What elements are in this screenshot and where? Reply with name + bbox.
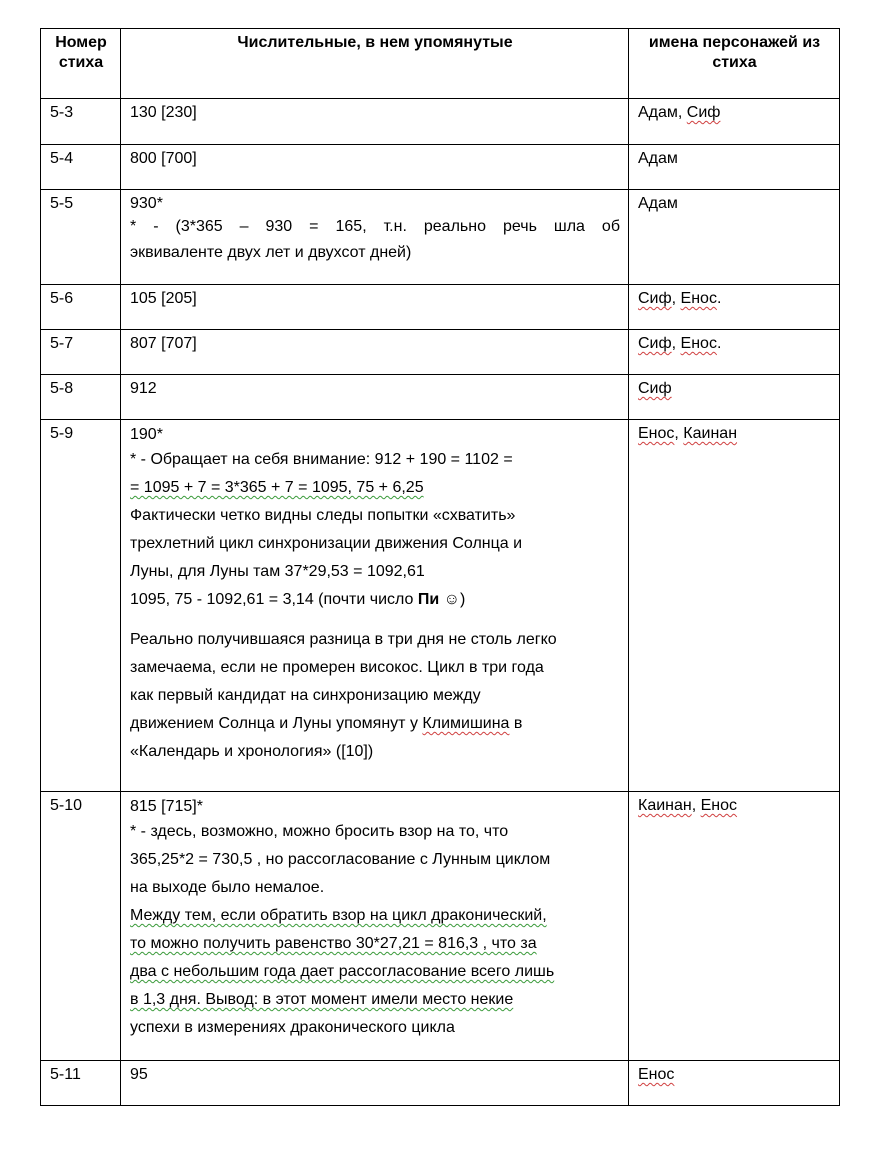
verse-number: 5-10	[41, 792, 121, 1061]
numerals-cell: 930* * - (3*365 – 930 = 165, т.н. реально речь шла об эквиваленте двух лет и двухсот дней)	[121, 190, 629, 285]
names-cell: Сиф, Енос.	[629, 330, 840, 375]
numerals-cell: 807 [707]	[121, 330, 629, 375]
names-cell: Каинан, Енос	[629, 792, 840, 1061]
table-row	[41, 145, 840, 190]
verse-number: 5-7	[41, 330, 121, 375]
table-row	[41, 375, 840, 420]
table-row	[41, 99, 840, 145]
header-numerals: Числительные, в нем упомянутые	[121, 29, 629, 99]
table-row	[41, 792, 840, 1061]
table-row	[41, 190, 840, 285]
numerals-cell: 815 [715]* * - здесь, возможно, можно бросить взор на то, что 365,25*2 = 730,5 , но рассогласование с Лунным циклом на выходе было немалое. Между тем, если обратить взор на цикл драконический, то можно получить равенство 30*27,21 = 816,3 , что за два с небольшим года дает рассогласование всего лишь в 1,3 дня. Вывод: в этот момент имели место некие успехи в измерениях драконического цикла	[121, 792, 629, 1061]
smiley-icon: ☺)	[439, 591, 466, 608]
names-cell: Адам	[629, 190, 840, 285]
table-row	[41, 420, 840, 792]
numerals-cell: 95	[121, 1061, 629, 1106]
verse-number: 5-8	[41, 375, 121, 420]
names-cell: Енос	[629, 1061, 840, 1106]
header-character-names: имена персонажей из стиха	[629, 29, 840, 99]
verse-number: 5-4	[41, 145, 121, 190]
names-cell: Адам, Сиф	[629, 99, 840, 145]
numerals-cell: 800 [700]	[121, 145, 629, 190]
names-cell: Сиф	[629, 375, 840, 420]
table-row	[41, 1061, 840, 1106]
table-row	[41, 330, 840, 375]
names-cell: Енос, Каинан	[629, 420, 840, 792]
verse-number: 5-3	[41, 99, 121, 145]
numerals-cell: 130 [230]	[121, 99, 629, 145]
table-row	[41, 285, 840, 330]
verse-number: 5-9	[41, 420, 121, 792]
header-row	[41, 29, 840, 99]
numerals-cell: 190* * - Обращает на себя внимание: 912 + 190 = 1102 = = 1095 + 7 = 3*365 + 7 = 1095, 75 + 6,25 Фактически четко видны следы попытки «схватить» трехлетний цикл синхронизации движения Солнца и Луны, для Луны там 37*29,53 = 1092,61 1095, 75 - 1092,61 = 3,14 (почти число Пи ☺) Реально получившаяся разница в три дня не столь легко замечаема, если не промерен високос. Цикл в три года как первый кандидат на синхронизацию между движением Солнца и Луны упомянут у Климишина в «Календарь и хронология» ([10])	[121, 420, 629, 792]
numerals-cell: 105 [205]	[121, 285, 629, 330]
verse-number: 5-6	[41, 285, 121, 330]
names-cell: Адам	[629, 145, 840, 190]
verse-number: 5-5	[41, 190, 121, 285]
verse-number: 5-11	[41, 1061, 121, 1106]
numerals-cell: 912	[121, 375, 629, 420]
names-cell: Сиф, Енос.	[629, 285, 840, 330]
verse-table	[40, 28, 840, 1106]
header-verse-number: Номер стиха	[41, 29, 121, 99]
